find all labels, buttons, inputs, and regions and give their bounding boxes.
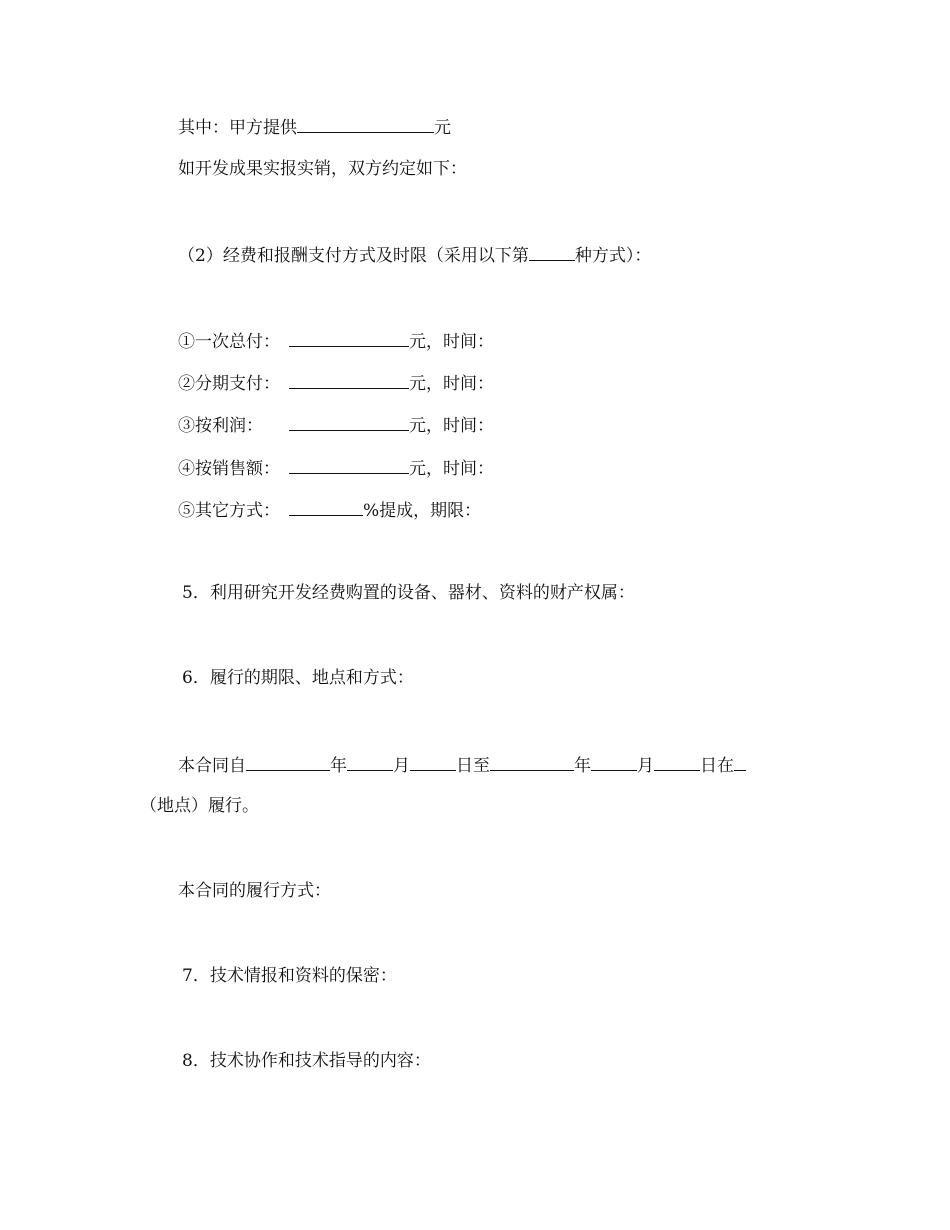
option-other (178, 497, 481, 519)
clause-6: 6．履行的期限、地点和方式： (182, 668, 414, 688)
funding-line (178, 114, 451, 136)
day-to-label: 日至 (456, 756, 490, 776)
option-unit: 元，时间： (409, 459, 494, 479)
day-at-label: 日在 (700, 756, 734, 776)
funding-prefix: 其中：甲方提供 (178, 118, 297, 138)
month-label: 月 (393, 756, 410, 776)
option-amount-blank[interactable] (289, 412, 409, 431)
option-label: ①一次总付： (178, 332, 280, 352)
month-label: 月 (637, 756, 654, 776)
option-unit: %提成，期限： (363, 501, 482, 521)
option-label: ⑤其它方式： (178, 501, 280, 521)
term-line (178, 752, 746, 774)
start-day-blank[interactable] (410, 752, 456, 771)
option-sales (178, 455, 494, 477)
year-label: 年 (574, 756, 591, 776)
option-unit: 元，时间： (409, 332, 494, 352)
start-year-blank[interactable] (246, 752, 330, 771)
option-label: ③按利润： (178, 416, 263, 436)
clause-5: 5．利用研究开发经费购置的设备、器材、资料的财产权属： (182, 583, 635, 603)
clause-8: 8．技术协作和技术指导的内容： (182, 1051, 431, 1071)
payment-heading (178, 242, 651, 264)
reimburse-line: 如开发成果实报实销，双方约定如下： (178, 159, 467, 179)
place-line: （地点）履行。 (140, 796, 259, 816)
option-unit: 元，时间： (409, 416, 494, 436)
funding-amount-blank[interactable] (297, 114, 434, 133)
payment-heading-prefix: （2）经费和报酬支付方式及时限（采用以下第 (178, 246, 529, 266)
payment-heading-suffix: 种方式）： (574, 246, 652, 266)
option-amount-blank[interactable] (289, 455, 409, 474)
end-year-blank[interactable] (490, 752, 574, 771)
option-installment (178, 370, 494, 392)
year-label: 年 (330, 756, 347, 776)
place-blank[interactable] (734, 752, 746, 771)
option-label: ②分期支付： (178, 374, 280, 394)
option-percent-blank[interactable] (289, 497, 363, 516)
start-month-blank[interactable] (347, 752, 393, 771)
clause-7: 7．技术情报和资料的保密： (182, 966, 397, 986)
performance-method: 本合同的履行方式： (178, 881, 331, 901)
option-amount-blank[interactable] (289, 370, 409, 389)
end-month-blank[interactable] (591, 752, 637, 771)
option-label: ④按销售额： (178, 459, 280, 479)
funding-unit: 元 (434, 118, 451, 138)
term-start-label: 本合同自 (178, 756, 246, 776)
end-day-blank[interactable] (654, 752, 700, 771)
option-unit: 元，时间： (409, 374, 494, 394)
payment-method-number-blank[interactable] (529, 242, 575, 261)
option-lump-sum (178, 328, 494, 350)
option-profit (178, 412, 494, 434)
option-amount-blank[interactable] (289, 328, 409, 347)
